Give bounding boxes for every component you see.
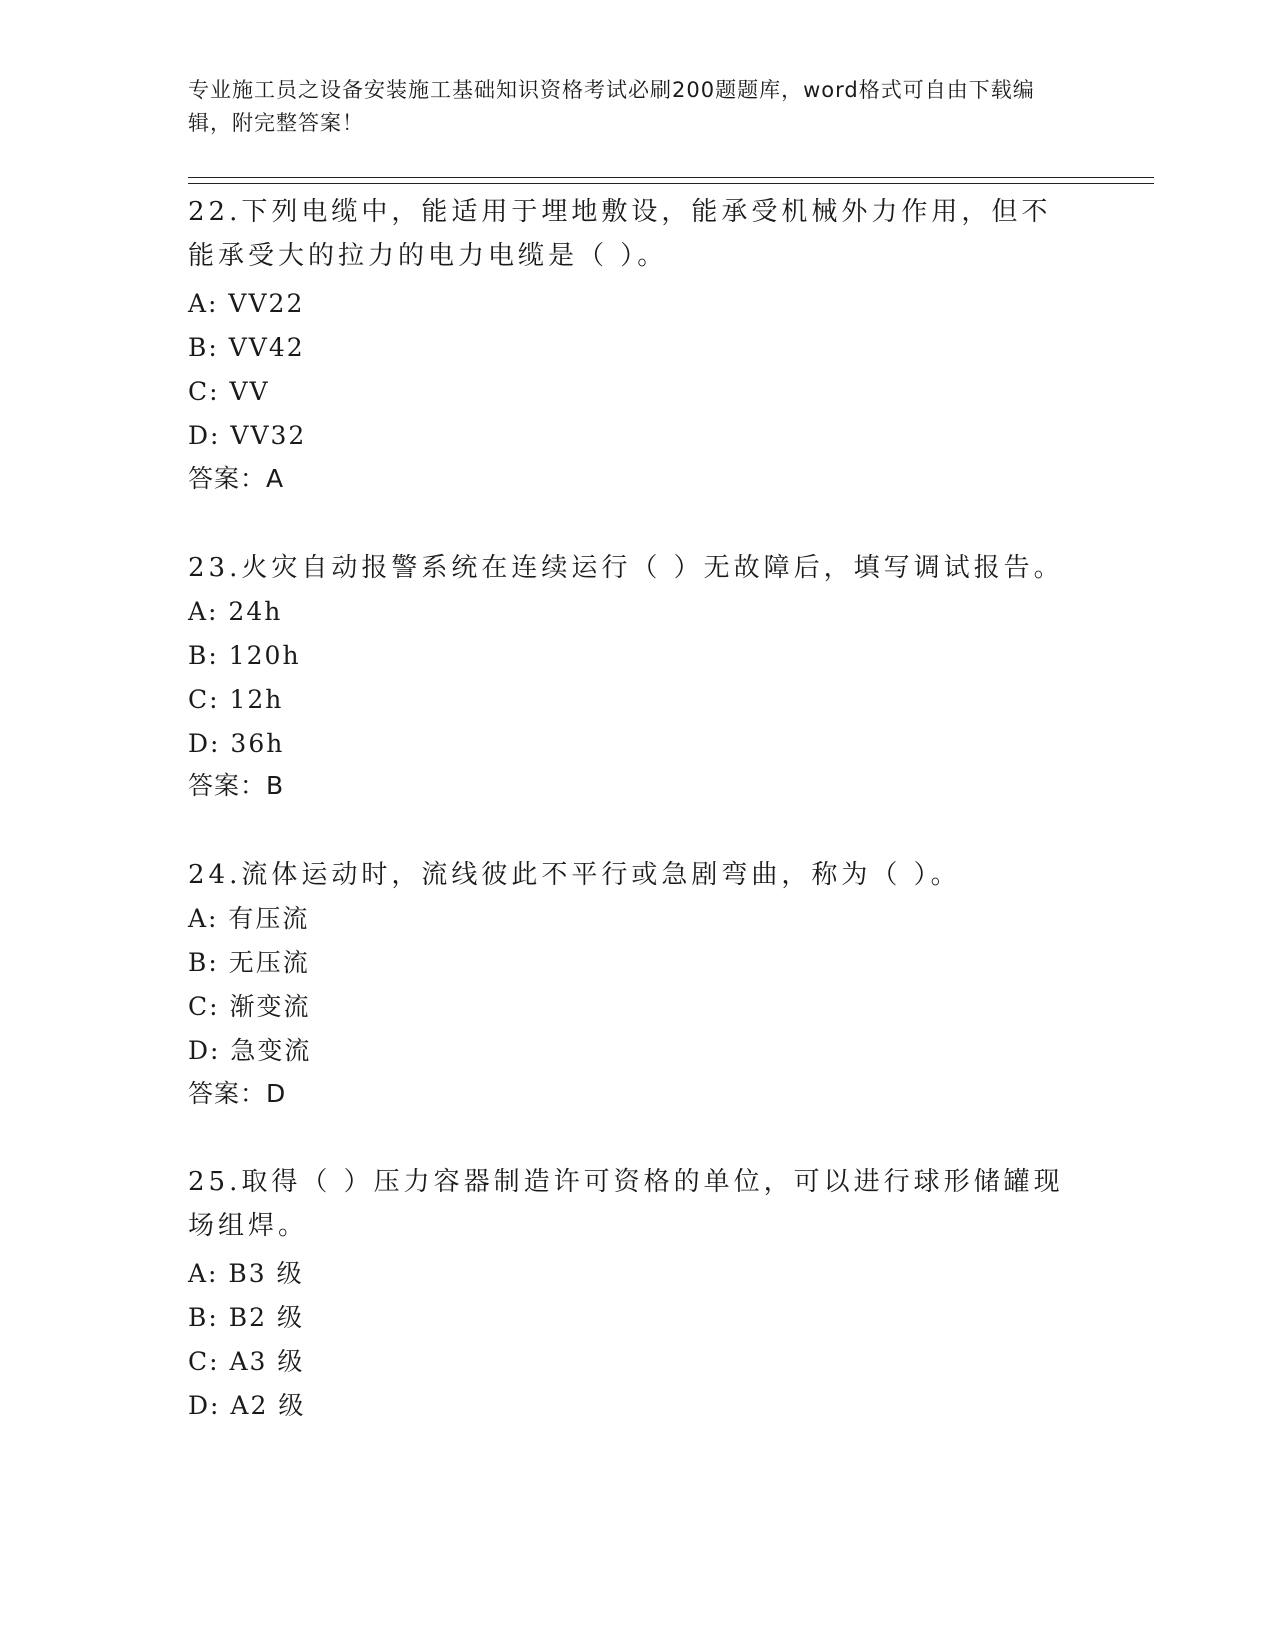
option-c: C: 12h <box>188 685 284 714</box>
option-b: B: 120h <box>188 641 301 670</box>
answer: 答案：B <box>188 771 285 800</box>
option-d: D: A2 级 <box>188 1391 306 1420</box>
option-c: C: 渐变流 <box>188 992 311 1021</box>
answer: 答案：D <box>188 1079 287 1108</box>
option-b: B: B2 级 <box>188 1303 304 1332</box>
question-stem: 24.流体运动时，流线彼此不平行或急剧弯曲，称为（ ）。 <box>188 860 961 890</box>
option-d: D: 急变流 <box>188 1036 312 1065</box>
option-b: B: 无压流 <box>188 948 310 977</box>
option-c: C: VV <box>188 377 270 406</box>
option-a: A: B3 级 <box>188 1259 304 1288</box>
option-a: A: 24h <box>188 597 283 626</box>
option-a: A: 有压流 <box>188 904 310 933</box>
document-header: 专业施工员之设备安装施工基础知识资格考试必刷200题题库，word格式可自由下载编辑，附完整答案！ <box>188 78 1035 135</box>
option-c: C: A3 级 <box>188 1347 305 1376</box>
header-divider-top <box>188 177 1154 178</box>
option-b: B: VV42 <box>188 333 305 362</box>
header-divider-bottom <box>188 183 1154 184</box>
question-stem: 23.火灾自动报警系统在连续运行（ ）无故障后，填写调试报告。 <box>188 553 1064 583</box>
option-d: D: VV32 <box>188 421 307 450</box>
question-stem: 25.取得（ ）压力容器制造许可资格的单位，可以进行球形储罐现场组焊。 <box>188 1167 1064 1241</box>
option-a: A: VV22 <box>188 289 305 318</box>
question-stem: 22.下列电缆中，能适用于埋地敷设，能承受机械外力作用，但不能承受大的拉力的电力电缆是（ ）。 <box>188 197 1052 271</box>
answer: 答案：A <box>188 464 285 493</box>
option-d: D: 36h <box>188 729 285 758</box>
